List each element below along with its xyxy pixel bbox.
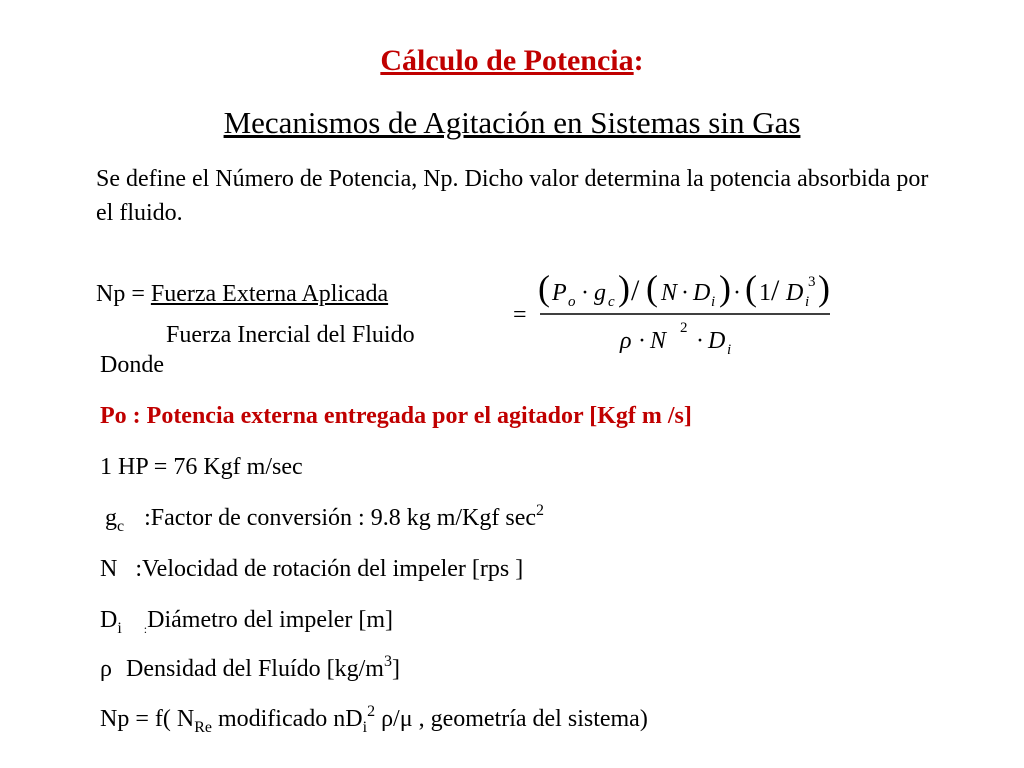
di-text: Diámetro del impeler [m] (147, 607, 394, 633)
num-D: D (693, 280, 711, 306)
title-text: Cálculo de Potencia (380, 44, 634, 77)
num-P-sub: o (568, 294, 576, 310)
np-a: Np = f( N (100, 706, 195, 732)
rho-symbol: ρ (100, 656, 112, 682)
num-rparen-3: ) (818, 268, 830, 308)
di-symbol: D (100, 607, 118, 633)
num-slash-2: / (771, 274, 780, 307)
gc-symbol: g (105, 505, 117, 531)
den-D: D (708, 328, 726, 354)
num-P: P (552, 280, 567, 306)
den-dot-1: · (638, 328, 646, 354)
den-N-sup: 2 (680, 320, 688, 336)
def-n (100, 556, 523, 583)
num-rparen-2: ) (719, 268, 731, 308)
den-N: N (650, 328, 667, 354)
np-definition (96, 281, 388, 308)
def-np-function (100, 703, 648, 736)
donde-label: Donde (100, 352, 164, 378)
np-numerator: Fuerza Externa Aplicada (150, 281, 389, 307)
np-sub-re: Re (194, 719, 212, 736)
def-po: Po : Potencia externa entregada por el agitador [Kgf m /s] (100, 403, 692, 429)
num-D2: D (786, 280, 804, 306)
def-rho (100, 653, 400, 683)
num-g: g (594, 280, 606, 306)
def-gc (105, 502, 545, 535)
def-di (100, 607, 393, 637)
np-prefix: Np = (96, 281, 151, 307)
den-D-sub: i (727, 342, 732, 358)
den-rho: ρ (620, 328, 632, 354)
num-lparen-1: ( (538, 268, 550, 308)
np-c: ρ/μ , geometría del sistema) (375, 706, 648, 732)
np-b: modificado nD (211, 706, 363, 732)
gc-sub: c (117, 518, 125, 535)
rho-sup: 3 (383, 653, 392, 670)
num-g-sub: c (608, 294, 615, 310)
num-one: 1 (759, 280, 771, 306)
num-dot-2: · (681, 280, 689, 306)
gc-text: :Factor de conversión : 9.8 kg m/Kgf sec (144, 505, 537, 531)
intro-paragraph: Se define el Número de Potencia, Np. Dicho valor determina la potencia absorbida por el fluido. (96, 166, 929, 226)
num-rparen-1: ) (618, 268, 630, 308)
num-N: N (661, 280, 678, 306)
den-dot-2: · (696, 328, 704, 354)
rho-close: ] (391, 656, 400, 682)
slide-title (0, 44, 1024, 78)
np-sub-i: i (362, 719, 368, 736)
np-denominator: Fuerza Inercial del Fluido (166, 322, 415, 348)
n-symbol: N (100, 556, 118, 582)
num-D2-sub: i (805, 294, 810, 310)
num-D-sub: i (711, 294, 716, 310)
def-hp: 1 HP = 76 Kgf m/sec (100, 454, 303, 480)
formula-equals: = (513, 302, 527, 328)
di-sub: i (117, 620, 122, 637)
slide-subtitle: Mecanismos de Agitación en Sistemas sin Gas (223, 105, 801, 140)
num-lparen-2: ( (646, 268, 658, 308)
title-colon: : (633, 44, 644, 77)
n-text: :Velocidad de rotación del impeler [rps ] (135, 556, 524, 582)
power-number-formula (508, 262, 848, 362)
num-D2-sup: 3 (808, 274, 816, 290)
num-slash-1: / (631, 274, 640, 307)
gc-sup: 2 (536, 502, 545, 519)
num-dot-3: · (733, 280, 741, 306)
num-dot-1: · (581, 280, 589, 306)
rho-text: Densidad del Fluído [kg/m (125, 656, 384, 682)
num-lparen-3: ( (745, 268, 757, 308)
np-sup-2: 2 (367, 703, 376, 720)
di-colon: : (143, 622, 148, 636)
